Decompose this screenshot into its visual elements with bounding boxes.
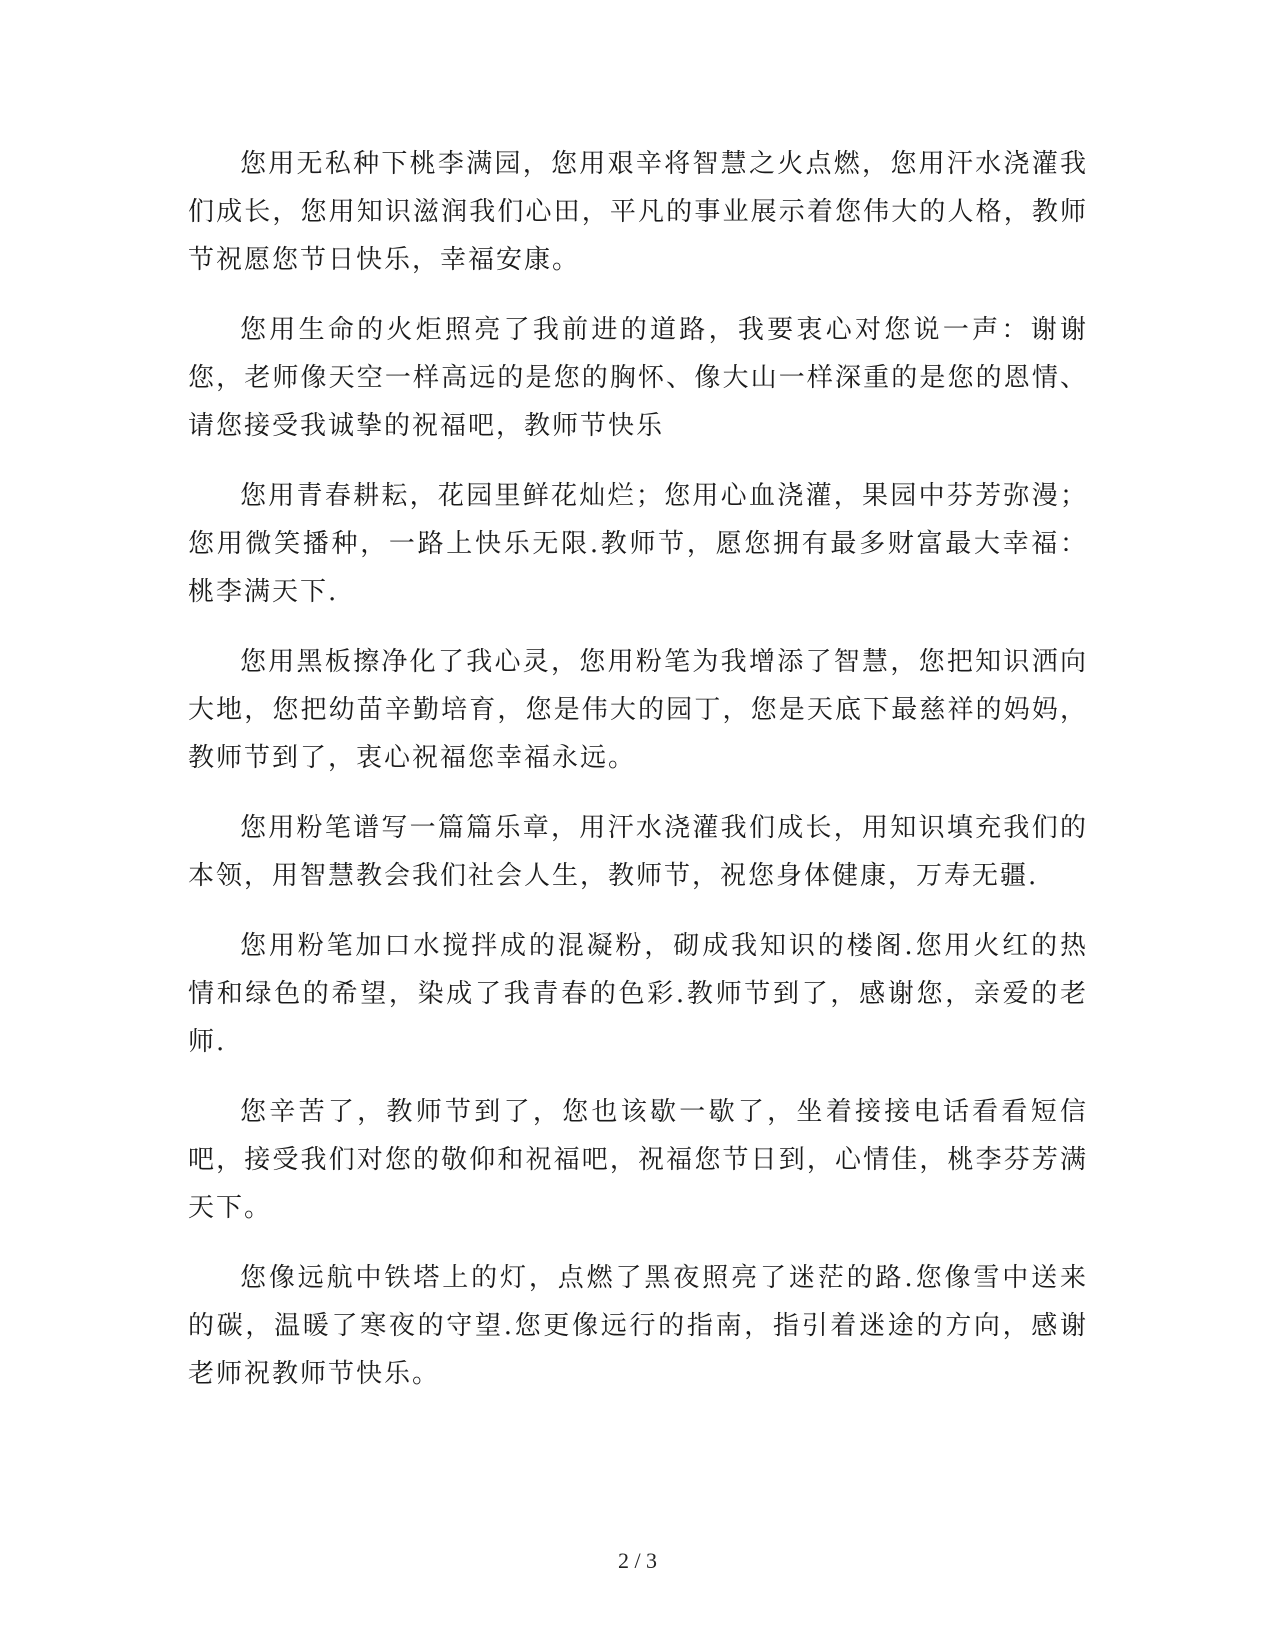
paragraph-5: 您用粉笔谱写一篇篇乐章，用汗水浇灌我们成长，用知识填充我们的本领，用智慧教会我们社会人生，教师节，祝您身体健康，万寿无疆. (188, 813, 1088, 891)
page-number: 2 / 3 (617, 1548, 658, 1573)
paragraph-7: 您辛苦了，教师节到了，您也该歇一歇了，坐着接接电话看看短信吧，接受我们对您的敬仰和祝福吧，祝福您节日到，心情佳，桃李芬芳满天下。 (188, 1097, 1088, 1223)
paragraph-4: 您用黑板擦净化了我心灵，您用粉笔为我增添了智慧，您把知识洒向大地，您把幼苗辛勤培育，您是伟大的园丁，您是天底下最慈祥的妈妈，教师节到了，衷心祝福您幸福永远。 (188, 647, 1088, 773)
paragraph-3: 您用青春耕耘，花园里鲜花灿烂；您用心血浇灌，果园中芬芳弥漫；您用微笑播种，一路上快乐无限.教师节，愿您拥有最多财富最大幸福：桃李满天下. (188, 481, 1088, 607)
paragraph-6: 您用粉笔加口水搅拌成的混凝粉，砌成我知识的楼阁.您用火红的热情和绿色的希望，染成了我青春的色彩.教师节到了，感谢您，亲爱的老师. (188, 931, 1088, 1057)
paragraph-2: 您用生命的火炬照亮了我前进的道路，我要衷心对您说一声：谢谢您，老师像天空一样高远的是您的胸怀、像大山一样深重的是您的恩情、请您接受我诚挚的祝福吧，教师节快乐 (188, 315, 1088, 441)
paragraph-1: 您用无私种下桃李满园，您用艰辛将智慧之火点燃，您用汗水浇灌我们成长，您用知识滋润我们心田，平凡的事业展示着您伟大的人格，教师节祝愿您节日快乐，幸福安康。 (188, 149, 1088, 275)
document-body (188, 140, 1088, 1420)
paragraph-8: 您像远航中铁塔上的灯，点燃了黑夜照亮了迷茫的路.您像雪中送来的碳，温暖了寒夜的守望.您更像远行的指南，指引着迷途的方向，感谢老师祝教师节快乐。 (188, 1263, 1088, 1389)
